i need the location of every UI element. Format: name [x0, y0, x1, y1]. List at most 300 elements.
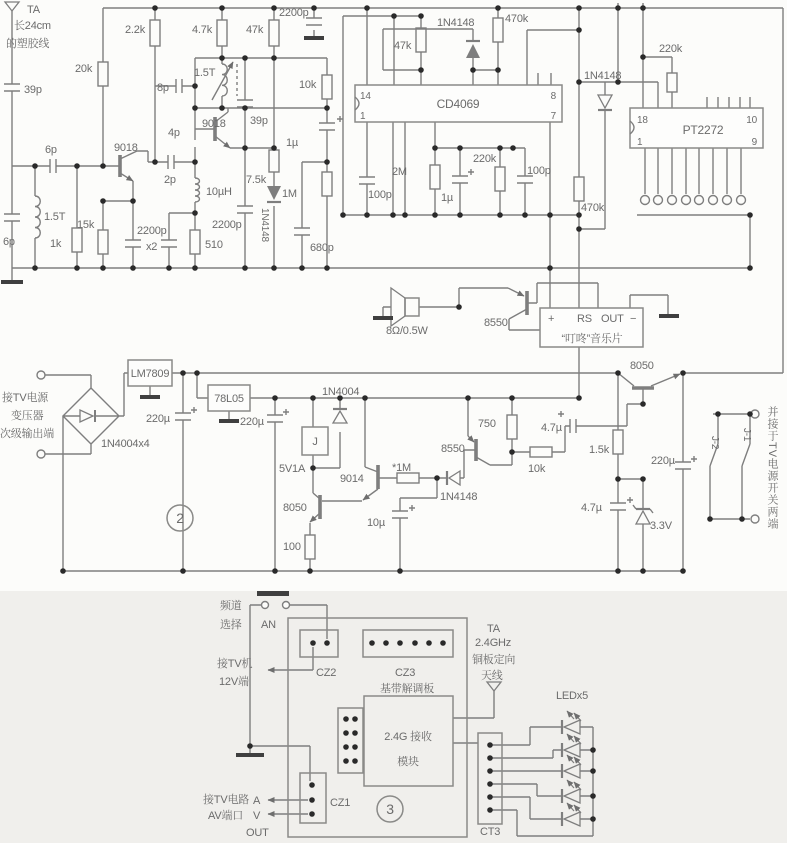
junction-dot [352, 730, 358, 736]
junction-dot [495, 67, 501, 73]
junction-dot [324, 640, 330, 646]
polarity-plus [283, 409, 289, 415]
label-tv-input2: 变压器 [11, 410, 44, 422]
junction-dot [309, 782, 315, 788]
junction-dot [192, 83, 198, 89]
label-j2: J-2 [709, 436, 720, 450]
junction-dot [192, 159, 198, 165]
capacitor [610, 503, 626, 510]
junction-dot [192, 210, 198, 216]
resistor [397, 473, 419, 483]
resistor [322, 172, 332, 196]
ac-input-terminal[interactable] [37, 371, 45, 379]
junction-dot [470, 67, 476, 73]
label-c100p1: 100p [368, 189, 392, 201]
capacitor [176, 79, 182, 93]
junction-dot [352, 744, 358, 750]
junction-dot [457, 145, 463, 151]
capacitor [452, 176, 468, 183]
label-ic-cd4069: CD4069 [436, 97, 480, 111]
label-c47u1: 4.7µ [541, 422, 562, 434]
label-speaker-spec: 8Ω/0.5W [386, 325, 428, 337]
label-c2200p-top: 2200p [279, 7, 309, 19]
junction-dot [309, 811, 315, 817]
ground-bar [659, 314, 679, 318]
junction-dot [192, 265, 198, 271]
junction-dot [180, 568, 186, 574]
resistor [98, 230, 108, 254]
resistor [430, 165, 440, 189]
junction-dot [487, 768, 493, 774]
label-j1: J-1 [741, 428, 752, 442]
capacitor [161, 240, 177, 247]
junction-dot [418, 67, 424, 73]
label-c680p: 680p [310, 242, 334, 254]
junction-dot [383, 640, 389, 646]
switch-terminal[interactable] [751, 515, 759, 523]
junction-dot [590, 816, 596, 822]
junction-dot [615, 476, 621, 482]
junction-dot [271, 55, 277, 61]
q8550a-emitter-arrow [508, 288, 524, 296]
label-5v1a: 5V1A [279, 463, 306, 475]
label-r15k2: 1.5k [589, 444, 609, 456]
q2-emitter-arrow [215, 136, 230, 148]
q8050a-rail-emitter-arrow [651, 374, 680, 386]
junction-dot [324, 265, 330, 271]
junction-dot [391, 13, 397, 19]
pt2272-jumper-pads[interactable] [641, 196, 746, 205]
junction-dot [418, 13, 424, 19]
resistor [530, 447, 552, 457]
label-mc-plus: + [548, 313, 555, 325]
resistor [217, 20, 227, 46]
junction-dot [362, 395, 368, 401]
capacitor [675, 462, 691, 469]
junction-dot [352, 716, 358, 722]
junction-dot [100, 163, 106, 169]
junction-dot [100, 198, 106, 204]
ac-input-terminal[interactable] [37, 450, 45, 458]
junction-dot [194, 370, 200, 376]
junction-dot [247, 743, 253, 749]
label-c100p2: 100p [527, 165, 551, 177]
label-r10k2: 10k [528, 463, 546, 475]
label-cz1: CZ1 [330, 797, 351, 809]
label-section2-number: 2 [176, 510, 184, 526]
label-ledx5: LEDx5 [556, 690, 589, 702]
junction-dot [242, 265, 248, 271]
label-channel1: 频道 [220, 600, 242, 612]
label-pt-pin1: 1 [637, 137, 643, 148]
junction-dot [219, 55, 225, 61]
label-section3-number: 3 [386, 801, 394, 817]
junction-dot [152, 159, 158, 165]
junction-dot [640, 476, 646, 482]
label-r750: 750 [478, 418, 496, 430]
junction-dot [272, 568, 278, 574]
capacitor [359, 177, 375, 184]
junction-dot [397, 640, 403, 646]
label-l10uh: 10µH [206, 186, 232, 198]
junction-dot [412, 640, 418, 646]
q1-emitter-arrow [120, 173, 133, 181]
junction-dot [299, 265, 305, 271]
junction-dot [166, 265, 172, 271]
label-l15t-2: 1.5T [194, 67, 216, 79]
junction-dot [130, 265, 136, 271]
junction-dot [271, 265, 277, 271]
label-pin8: 8 [550, 91, 556, 102]
junction-dot [343, 716, 349, 722]
label-music-chip: “叮咚”音乐片 [561, 333, 623, 345]
label-pin14: 14 [360, 91, 371, 102]
junction-dot [440, 640, 446, 646]
junction-dot [242, 145, 248, 151]
label-antenna-note2: 的塑胶线 [6, 38, 50, 50]
label-r100: 100 [283, 541, 301, 553]
label-q8050b: 8050 [283, 502, 307, 514]
junction-dot [497, 212, 503, 218]
junction-dot [324, 159, 330, 165]
label-z33: 3.3V [650, 520, 672, 532]
label-av2: AV端口 [208, 810, 244, 822]
junction-dot [522, 212, 528, 218]
polarity-plus [337, 116, 343, 122]
junction-dot [180, 370, 186, 376]
label-ic-pt2272: PT2272 [682, 123, 724, 137]
bridge-diode-icon [80, 410, 95, 422]
label-r470k1: 470k [505, 13, 529, 25]
junction-dot [465, 395, 471, 401]
junction-dot [272, 395, 278, 401]
junction-dot [310, 465, 316, 471]
polarity-plus [627, 497, 633, 503]
capacitor [570, 419, 576, 433]
ground-bar [219, 419, 239, 423]
junction-dot [576, 5, 582, 11]
junction-dot [397, 568, 403, 574]
label-bridge: 1N4004x4 [101, 438, 150, 450]
capacitor [237, 206, 253, 213]
junction-dot [487, 755, 493, 761]
label-c2200p: 2200p [137, 225, 167, 237]
junction-dot [352, 758, 358, 764]
label-c220u2: 220µ [240, 416, 264, 428]
junction-dot [343, 730, 349, 736]
junction-dot [509, 395, 515, 401]
junction-dot [640, 5, 646, 11]
label-r470k2: 470k [581, 202, 605, 214]
label-c1u1: 1µ [286, 137, 299, 149]
label-ct3: CT3 [480, 826, 501, 838]
label-r10k: 10k [299, 79, 317, 91]
junction-dot [219, 105, 225, 111]
label-r-star-1m: *1M [392, 462, 411, 474]
coil-10uh [195, 178, 200, 202]
capacitor [517, 176, 533, 183]
label-mc-rs: RS [577, 313, 592, 325]
q9014-emitter-arrow [363, 489, 378, 500]
polarity-plus [691, 456, 697, 462]
label-av1: 接TV电路 [203, 794, 250, 806]
label-c220u3: 220µ [651, 455, 675, 467]
an-button-pin[interactable] [283, 602, 290, 609]
resistor [269, 20, 279, 46]
label-r22k: 2.2k [125, 24, 145, 36]
wires-power [45, 373, 783, 571]
junction-dot [434, 475, 440, 481]
junction-dot [707, 516, 713, 522]
label-d1n4004: 1N4004 [322, 386, 360, 398]
junction-dot [152, 5, 158, 11]
junction-dot [242, 105, 248, 111]
label-cz2: CZ2 [316, 667, 337, 679]
polarity-plus [409, 505, 415, 511]
resistor [150, 20, 160, 46]
junction-dot [311, 5, 317, 11]
junction-dot [369, 640, 375, 646]
label-12v-1: 接TV机 [217, 658, 253, 670]
label-channel2: 选择 [220, 619, 242, 631]
junction-dot [456, 304, 462, 310]
junction-dot [242, 55, 248, 61]
label-tianxian: 天线 [481, 670, 503, 682]
junction-dot [590, 747, 596, 753]
label-r47kc: 47k [394, 40, 412, 52]
junction-dot [487, 807, 493, 813]
label-q8550a: 8550 [484, 317, 508, 329]
junction-dot [74, 265, 80, 271]
diode-1n4148-d [447, 471, 460, 485]
label-c6p-v: 6p [3, 236, 15, 248]
label-q9014: 9014 [340, 473, 364, 485]
capacitor [306, 18, 322, 25]
label-antenna: TA [27, 4, 40, 16]
junction-dot [747, 212, 753, 218]
label-pin7: 7 [550, 111, 556, 122]
q8050a-collector [618, 373, 634, 386]
junction-dot [547, 265, 553, 271]
junction-dot [590, 768, 596, 774]
label-tv-input3: 次级输出端 [0, 428, 54, 440]
capacitor [4, 84, 20, 91]
polarity-plus [558, 411, 564, 417]
label-r20k: 20k [75, 63, 93, 75]
capacitor [168, 155, 174, 169]
junction-dot [432, 212, 438, 218]
coil-15t-1 [35, 196, 40, 238]
resistor [190, 230, 200, 254]
junction-dot [310, 395, 316, 401]
junction-dot [615, 5, 621, 11]
junction-dot [640, 54, 646, 60]
ground-bar [236, 753, 264, 757]
diode-1n4148-b [466, 41, 480, 58]
label-a: A [253, 795, 261, 807]
resistor [269, 150, 279, 172]
section-transmitter [1, 2, 783, 398]
label-c220u1: 220µ [146, 413, 170, 425]
capacitor [175, 413, 191, 420]
label-q8050a: 8050 [630, 360, 654, 372]
resistor [667, 73, 677, 92]
junction-dot [219, 5, 225, 11]
junction-dot [640, 568, 646, 574]
junction-dot [343, 744, 349, 750]
diode-1n4004 [333, 409, 347, 423]
label-c6p-h: 6p [45, 144, 57, 156]
junction-dot [271, 145, 277, 151]
label-q2: 9018 [202, 118, 226, 130]
junction-dot [340, 212, 346, 218]
an-button-pin[interactable] [262, 602, 269, 609]
label-c8p: 8p [157, 82, 169, 94]
junction-dot [487, 781, 493, 787]
label-pin10: 10 [746, 115, 757, 126]
capacitor [4, 214, 20, 221]
label-r1m: 1M [282, 188, 297, 200]
label-c4p: 4p [168, 127, 180, 139]
junction-dot [747, 265, 753, 271]
label-12v-2: 12V端 [219, 676, 249, 688]
junction-dot [364, 212, 370, 218]
diode-1n4148-c [598, 95, 612, 110]
capacitor [50, 159, 56, 173]
junction-dot [576, 27, 582, 33]
label-24ghz: 2.4GHz [475, 637, 512, 649]
junction-dot [426, 640, 432, 646]
label-pin1: 1 [360, 111, 366, 122]
label-tv-input1: 接TV电源 [2, 392, 49, 404]
label-r47ka: 4.7k [192, 24, 212, 36]
label-d4148d: 1N4148 [440, 491, 478, 503]
junction-dot [432, 145, 438, 151]
junction-dot [510, 145, 516, 151]
label-c39p: 39p [24, 84, 42, 96]
label-antenna-note1: 长24cm [14, 20, 51, 32]
junction-dot [32, 163, 38, 169]
capacitor [125, 240, 141, 247]
label-lm7809: LM7809 [130, 368, 170, 380]
junction-dot [32, 265, 38, 271]
capacitor [392, 511, 408, 518]
label-d4148a: 1N4148 [259, 208, 270, 242]
ground-bar [1, 280, 23, 284]
label-r2m: 2M [392, 166, 407, 178]
label-an: AN [261, 619, 276, 631]
junction-dot [130, 198, 136, 204]
label-mc-minus: − [630, 313, 637, 325]
ground-bar [304, 36, 324, 40]
label-r220k2: 220k [659, 43, 683, 55]
label-v: V [253, 810, 261, 822]
label-d4148c: 1N4148 [584, 70, 622, 82]
diode-1n4148-a [267, 186, 281, 202]
junction-dot [74, 163, 80, 169]
polarity-plus [468, 169, 474, 175]
junction-dot [343, 758, 349, 764]
junction-dot [390, 212, 396, 218]
junction-dot [509, 449, 515, 455]
label-relay-j: J [312, 436, 318, 448]
resistor [574, 177, 584, 201]
label-c2p: 2p [164, 174, 176, 186]
resistor [322, 75, 332, 99]
resistor [495, 167, 505, 191]
junction-dot [495, 5, 501, 11]
resistor [613, 430, 623, 454]
label-mc-out: OUT [601, 313, 624, 325]
junction-dot [457, 212, 463, 218]
label-pin18: 18 [637, 115, 648, 126]
junction-dot [324, 105, 330, 111]
junction-dot [747, 411, 753, 417]
resistor [416, 28, 426, 52]
label-out: OUT [246, 827, 269, 839]
label-r1k: 1k [50, 238, 62, 250]
junction-dot [497, 145, 503, 151]
an-button-cap[interactable] [257, 591, 289, 596]
junction-dot [615, 568, 621, 574]
label-r220k1: 220k [473, 153, 497, 165]
label-x2: x2 [146, 241, 158, 253]
label-l15t-1: 1.5T [44, 211, 66, 223]
ground-bar [373, 316, 393, 320]
junction-dot [680, 568, 686, 574]
junction-dot [309, 797, 315, 803]
label-r15k: 15k [77, 219, 95, 231]
label-ta2: TA [487, 623, 500, 635]
junction-dot [402, 212, 408, 218]
label-78l05: 78L05 [214, 393, 244, 405]
junction-dot [487, 742, 493, 748]
label-r510: 510 [205, 239, 223, 251]
label-module1: 2.4G 接收 [384, 731, 432, 743]
junction-dot [576, 226, 582, 232]
junction-dot [590, 793, 596, 799]
label-parallel-note: 并接于TV电源开关两端 [766, 406, 778, 531]
resistor [98, 62, 108, 86]
junction-dot [576, 79, 582, 85]
junction-dot [680, 370, 686, 376]
junction-dot [715, 411, 721, 417]
junction-dot [100, 265, 106, 271]
capacitor [319, 123, 335, 130]
label-c47u2: 4.7µ [581, 502, 602, 514]
label-cz3: CZ3 [395, 667, 416, 679]
label-board: 基带解调板 [380, 683, 434, 695]
capacitor [294, 228, 310, 235]
label-r75k: 7.5k [246, 174, 266, 186]
label-d4148b: 1N4148 [437, 17, 475, 29]
junction-dot [615, 370, 621, 376]
resistor [507, 415, 517, 439]
junction-dot [60, 568, 66, 574]
label-pin9: 9 [751, 137, 757, 148]
q8550b-emitter-arrow [468, 436, 474, 442]
junction-dot [310, 640, 316, 646]
label-r47kb: 47k [246, 24, 264, 36]
resistor [305, 535, 315, 559]
junction-dot [364, 5, 370, 11]
label-c10u: 10µ [367, 517, 385, 529]
polarity-plus [191, 407, 197, 413]
label-copper-ant: 铜板定向 [472, 654, 516, 666]
speaker-icon [391, 288, 419, 326]
label-c39p2: 39p [250, 115, 268, 127]
label-c1u2: 1µ [441, 192, 454, 204]
